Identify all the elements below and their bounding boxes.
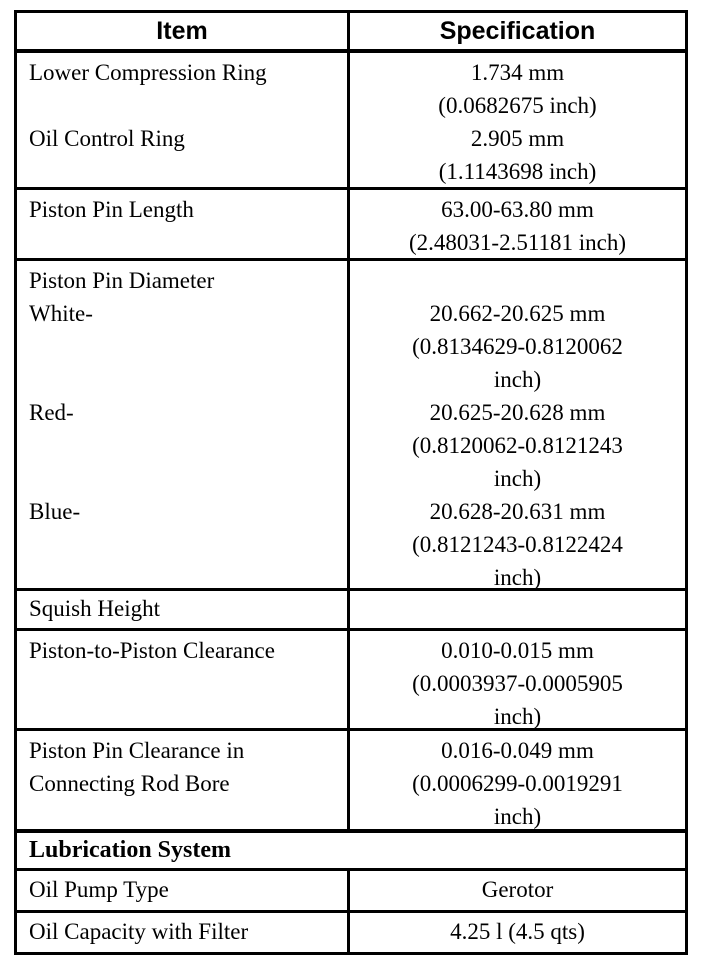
spec-white-mm: 20.662-20.625 mm bbox=[429, 301, 606, 326]
section-label-lubrication-system: Lubrication System bbox=[29, 837, 232, 863]
row-oil-pump-type bbox=[17, 871, 685, 913]
item-label-piston-pin-clearance: Piston Pin Clearance in Connecting Rod Bore bbox=[17, 731, 350, 829]
spec-ptp-clearance-mm: 0.010-0.015 mm bbox=[441, 638, 594, 663]
spec-red-inch-open: (0.8120062-0.8121243 bbox=[412, 433, 623, 458]
spec-white bbox=[350, 297, 685, 396]
spec-cell-piston-pin-clearance bbox=[350, 731, 685, 829]
spec-lower-compression-ring-mm: 1.734 mm bbox=[470, 60, 565, 85]
spec-white-inch-open: (0.8134629-0.8120062 bbox=[412, 334, 623, 359]
spec-blue-inch-open: (0.8121243-0.8122424 bbox=[412, 532, 623, 557]
row-oil-capacity bbox=[17, 913, 685, 955]
item-label-oil-capacity: Oil Capacity with Filter bbox=[17, 913, 350, 955]
row-lubrication-system-section bbox=[17, 833, 685, 871]
spec-pin-clearance-inch-open: (0.0006299-0.0019291 bbox=[412, 771, 623, 796]
spec-cell-squish-height-empty bbox=[350, 591, 685, 628]
row-piston-rings bbox=[17, 53, 685, 190]
row-piston-pin-diameter bbox=[17, 261, 685, 591]
spec-spacer bbox=[350, 264, 685, 297]
spec-piston-pin-length-mm: 63.00-63.80 mm bbox=[441, 197, 594, 222]
item-label-red: Red- bbox=[29, 400, 74, 425]
spec-cell-piston-rings bbox=[350, 53, 685, 187]
spec-oil-control-ring-mm: 2.905 mm bbox=[470, 126, 565, 151]
specification-table bbox=[14, 10, 688, 955]
item-label-piston-pin-diameter: Piston Pin Diameter bbox=[29, 268, 215, 293]
spec-oil-control-ring-inch: (1.1143698 inch) bbox=[438, 159, 597, 184]
spec-blue-inch-close: inch) bbox=[493, 565, 542, 590]
spec-pin-clearance-mm: 0.016-0.049 mm bbox=[441, 738, 594, 763]
item-label-oil-pump-type: Oil Pump Type bbox=[17, 871, 350, 910]
spec-red bbox=[350, 396, 685, 495]
row-piston-pin-length bbox=[17, 190, 685, 261]
spec-oil-pump-type: Gerotor bbox=[481, 877, 554, 902]
item-cell-piston-to-piston-clearance bbox=[17, 631, 350, 728]
row-piston-pin-clearance bbox=[17, 731, 685, 833]
spec-piston-pin-length-inch: (2.48031-2.51181 inch) bbox=[409, 230, 626, 255]
item-label-squish-height: Squish Height bbox=[17, 591, 350, 628]
spec-pin-clearance-inch-close: inch) bbox=[493, 804, 542, 829]
item-label-oil-control-ring: Oil Control Ring bbox=[29, 126, 185, 151]
spec-red-mm: 20.625-20.628 mm bbox=[429, 400, 606, 425]
item-cell-piston-rings bbox=[17, 53, 350, 187]
item-label-white: White- bbox=[29, 301, 93, 326]
spec-white-inch-close: inch) bbox=[493, 367, 542, 392]
spec-red-inch-close: inch) bbox=[493, 466, 542, 491]
spec-oil-capacity: 4.25 l (4.5 qts) bbox=[450, 919, 585, 944]
table-header-row bbox=[17, 13, 685, 53]
spec-cell-piston-pin-length bbox=[350, 190, 685, 258]
row-squish-height bbox=[17, 591, 685, 631]
spec-blue-mm: 20.628-20.631 mm bbox=[429, 499, 606, 524]
item-label-piston-pin-length: Piston Pin Length bbox=[29, 197, 194, 222]
spec-ptp-clearance-inch-close: inch) bbox=[493, 704, 542, 729]
item-label-piston-to-piston-clearance: Piston-to-Piston Clearance bbox=[29, 638, 275, 663]
column-header-specification: Specification bbox=[439, 17, 596, 45]
item-label-blue: Blue- bbox=[29, 499, 81, 524]
item-cell-piston-pin-diameter bbox=[17, 261, 350, 588]
column-header-item: Item bbox=[17, 13, 350, 49]
spec-blue bbox=[350, 495, 685, 594]
spec-cell-piston-pin-diameter bbox=[350, 261, 685, 588]
item-cell-piston-pin-length bbox=[17, 190, 350, 258]
spec-ptp-clearance-inch-open: (0.0003937-0.0005905 bbox=[412, 671, 623, 696]
spec-lower-compression-ring-inch: (0.0682675 inch) bbox=[438, 93, 597, 118]
row-piston-to-piston-clearance bbox=[17, 631, 685, 731]
spec-cell-piston-to-piston-clearance bbox=[350, 631, 685, 728]
item-label-lower-compression-ring: Lower Compression Ring bbox=[29, 60, 267, 85]
